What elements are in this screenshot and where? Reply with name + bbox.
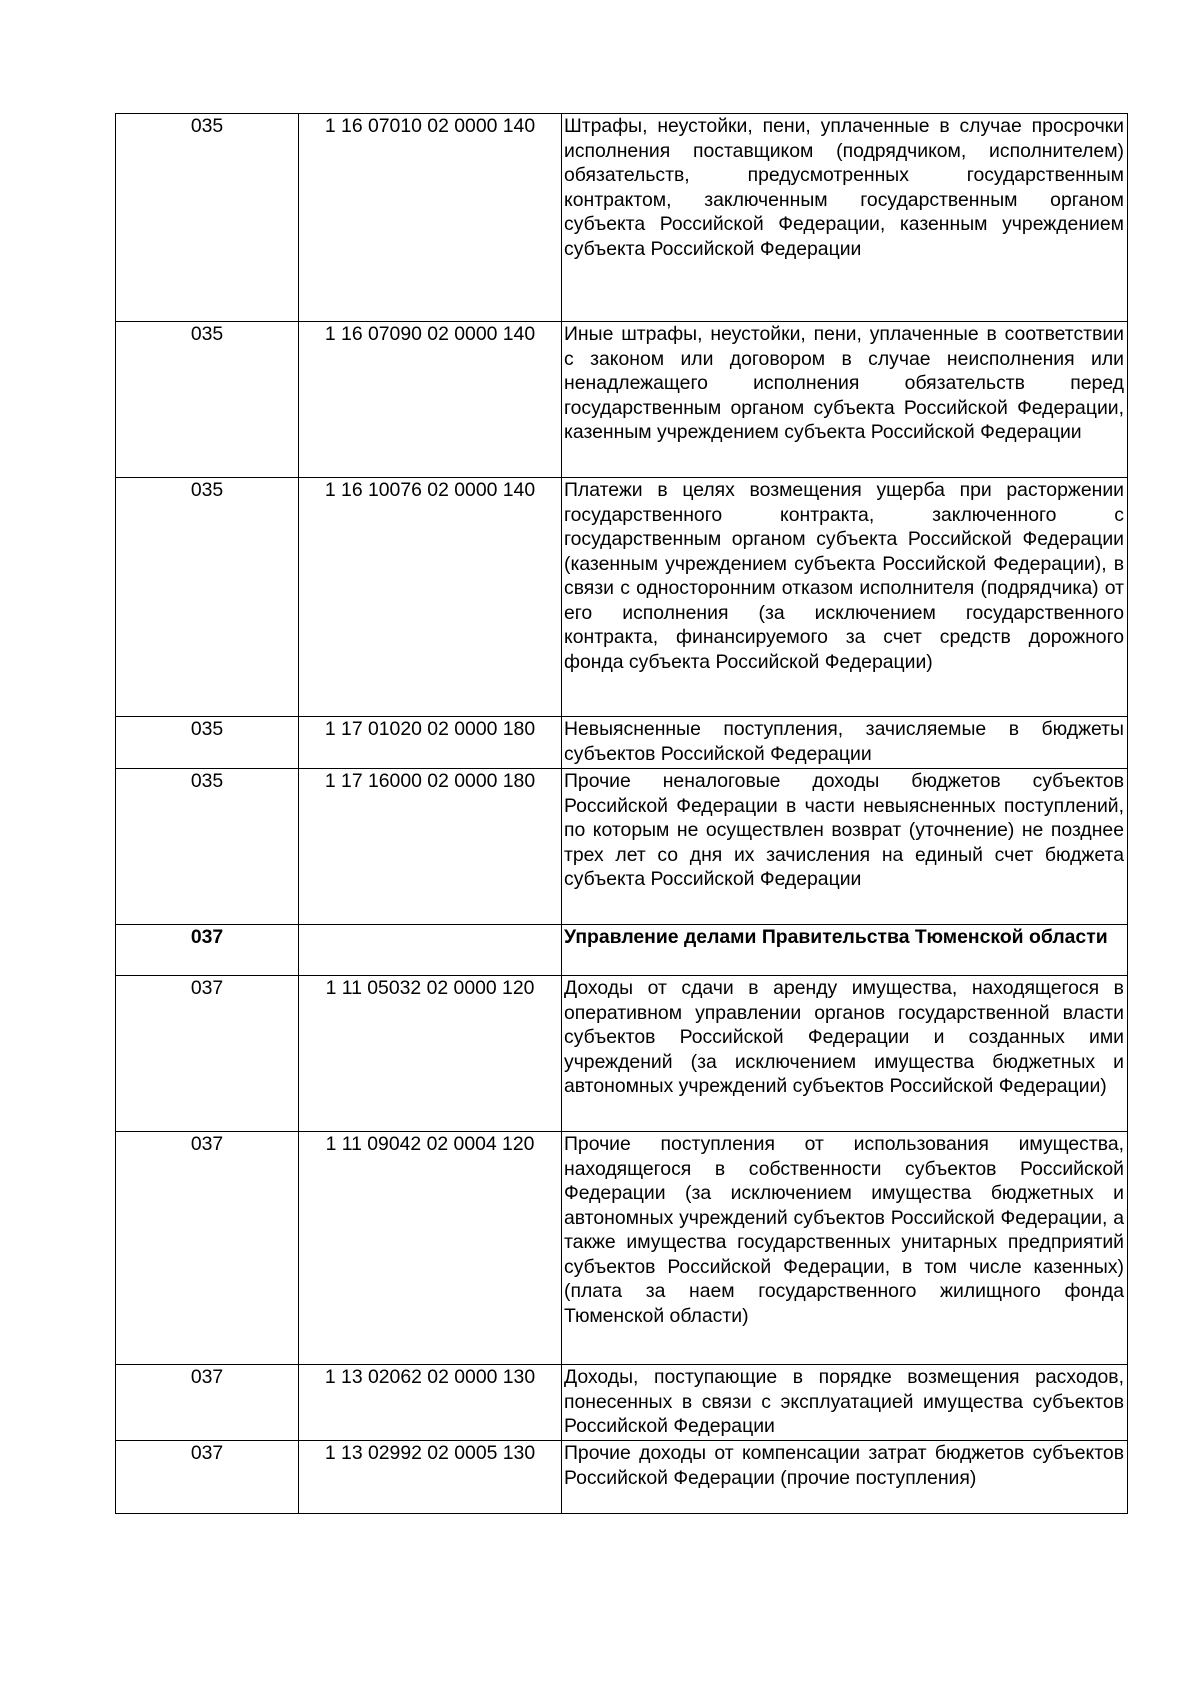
- budget-code-cell: 1 17 16000 02 0000 180: [299, 769, 562, 925]
- budget-code-cell: 1 17 01020 02 0000 180: [299, 717, 562, 769]
- table-row: [116, 769, 1128, 925]
- section-title-cell: Управление делами Правительства Тюменской области: [562, 925, 1128, 976]
- budget-code-cell: [299, 925, 562, 976]
- table-row: [116, 478, 1128, 717]
- admin-code-cell: 035: [116, 114, 299, 322]
- table-row: [116, 1441, 1128, 1514]
- admin-code-cell: 037: [116, 1365, 299, 1441]
- income-name-cell: Штрафы, неустойки, пени, уплаченные в случае просрочки исполнения поставщиком (подрядчиком, исполнителем) обязательств, предусмотренных государственным контрактом, заключенным государственным органом субъекта Российской Федерации, казенным учреждением субъекта Российской Федерации: [562, 114, 1128, 322]
- income-name-cell: Доходы, поступающие в порядке возмещения расходов, понесенных в связи с эксплуатацией имущества субъектов Российской Федерации: [562, 1365, 1128, 1441]
- income-name-cell: Иные штрафы, неустойки, пени, уплаченные в соответствии с законом или договором в случае неисполнения или ненадлежащего исполнения обязательств перед государственным органом субъекта Российской Федерации, казенным учреждением субъекта Российской Федерации: [562, 322, 1128, 478]
- budget-code-cell: 1 16 07090 02 0000 140: [299, 322, 562, 478]
- admin-code-cell: 037: [116, 976, 299, 1132]
- table-row-section-header: [116, 925, 1128, 976]
- income-name-cell: Прочие доходы от компенсации затрат бюджетов субъектов Российской Федерации (прочие поступления): [562, 1441, 1128, 1514]
- budget-code-cell: 1 11 05032 02 0000 120: [299, 976, 562, 1132]
- table-row: [116, 976, 1128, 1132]
- table-row: [116, 114, 1128, 322]
- budget-code-cell: 1 11 09042 02 0004 120: [299, 1132, 562, 1365]
- admin-code-cell: 037: [116, 1132, 299, 1365]
- budget-code-cell: 1 13 02992 02 0005 130: [299, 1441, 562, 1514]
- income-name-cell: Доходы от сдачи в аренду имущества, находящегося в оперативном управлении органов государственной власти субъектов Российской Федерации и созданных ими учреждений (за исключением имущества бюджетных и автономных учреждений субъектов Российской Федерации): [562, 976, 1128, 1132]
- income-name-cell: Платежи в целях возмещения ущерба при расторжении государственного контракта, заключенного с государственным органом субъекта Российской Федерации (казенным учреждением субъекта Российской Федерации), в связи с односторонним отказом исполнителя (подрядчика) от его исполнения (за исключением государственного контракта, финансируемого за счет средств дорожного фонда субъекта Российской Федерации): [562, 478, 1128, 717]
- admin-code-cell: 035: [116, 322, 299, 478]
- table-row: [116, 1132, 1128, 1365]
- income-name-cell: Невыясненные поступления, зачисляемые в бюджеты субъектов Российской Федерации: [562, 717, 1128, 769]
- admin-code-cell: 035: [116, 478, 299, 717]
- income-name-cell: Прочие неналоговые доходы бюджетов субъектов Российской Федерации в части невыясненных поступлений, по которым не осуществлен возврат (уточнение) не позднее трех лет со дня их зачисления на единый счет бюджета субъекта Российской Федерации: [562, 769, 1128, 925]
- budget-code-cell: 1 16 10076 02 0000 140: [299, 478, 562, 717]
- table-row: [116, 1365, 1128, 1441]
- admin-code-cell: 037: [116, 1441, 299, 1514]
- income-codes-table: [115, 113, 1128, 1514]
- admin-code-cell: 035: [116, 717, 299, 769]
- table-row: [116, 717, 1128, 769]
- admin-code-cell: 035: [116, 769, 299, 925]
- budget-code-cell: 1 16 07010 02 0000 140: [299, 114, 562, 322]
- admin-code-cell: 037: [116, 925, 299, 976]
- income-name-cell: Прочие поступления от использования имущества, находящегося в собственности субъектов Российской Федерации (за исключением имущества бюджетных и автономных учреждений субъектов Российской Федерации, а также имущества государственных унитарных предприятий субъектов Российской Федерации, в том числе казенных) (плата за наем государственного жилищного фонда Тюменской области): [562, 1132, 1128, 1365]
- budget-code-cell: 1 13 02062 02 0000 130: [299, 1365, 562, 1441]
- table-row: [116, 322, 1128, 478]
